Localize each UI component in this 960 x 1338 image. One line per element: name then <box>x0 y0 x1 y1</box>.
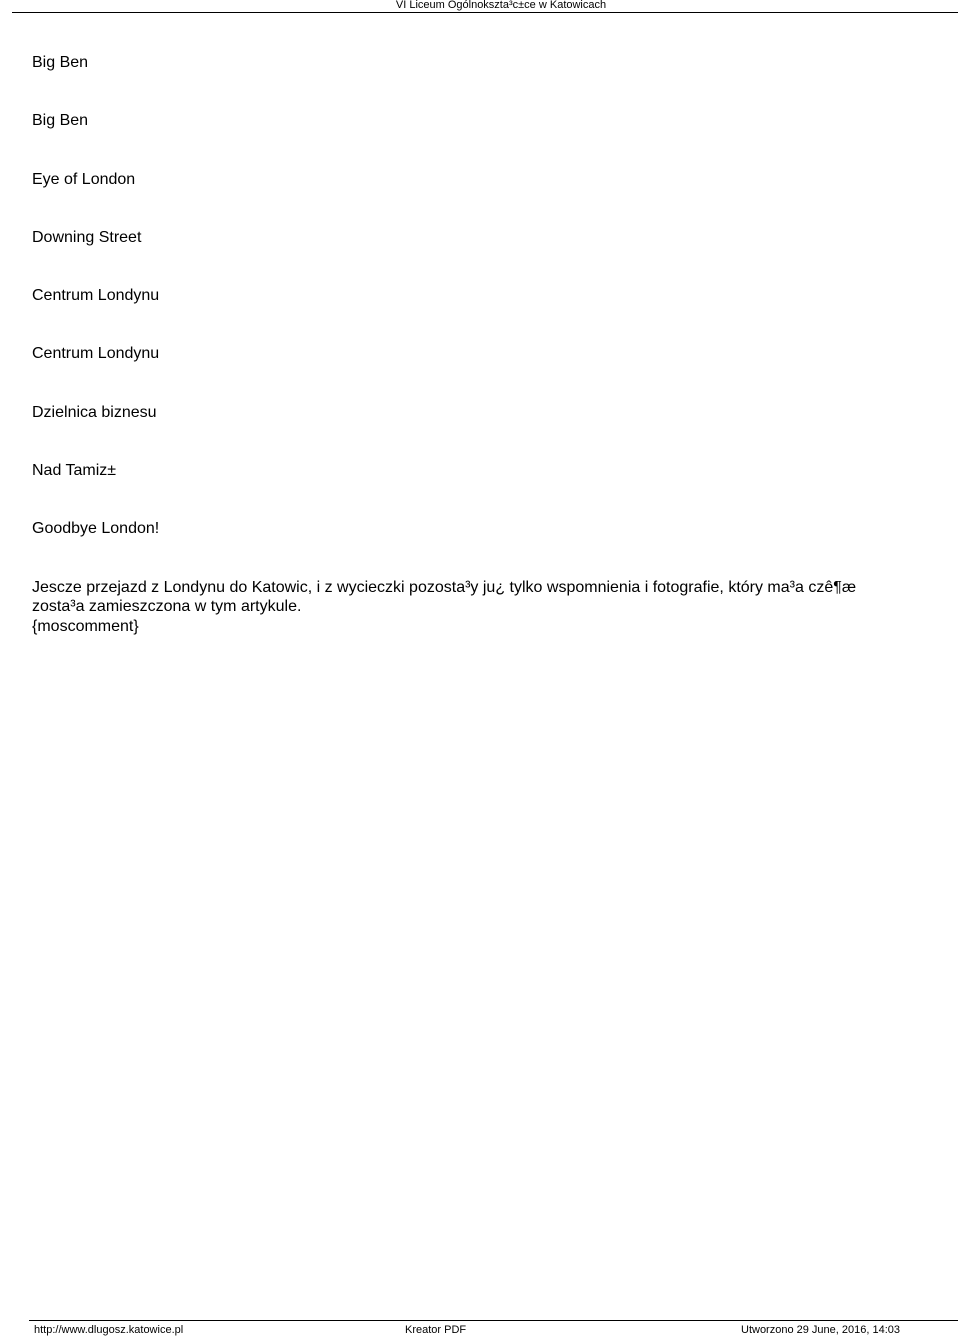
photo-caption: Centrum Londynu <box>32 345 160 363</box>
photo-caption: Dzielnica biznesu <box>32 403 157 421</box>
photo-caption: Nad Tamiz± <box>32 462 117 480</box>
page-header <box>0 0 960 14</box>
photo-caption: Big Ben <box>32 54 89 71</box>
article-body <box>32 53 932 636</box>
footer-divider <box>29 1320 958 1321</box>
photo-caption: Centrum Londynu <box>32 287 160 305</box>
footer-url: http://www.dlugosz.katowice.pl <box>34 1324 184 1336</box>
photo-caption: Downing Street <box>32 228 142 246</box>
photo-caption: Eye of London <box>32 170 136 188</box>
article-paragraph: Jescze przejazd z Londynu do Katowic, i z wycieczki pozosta³y ju¿ tylko wspomnienia i fotografie, który ma³a czê¶æ zosta³a zamieszczona w tym artykule. {moscomment} <box>32 578 857 635</box>
footer-created-date: Utworzono 29 June, 2016, 14:03 <box>741 1324 901 1336</box>
photo-caption: Big Ben <box>32 112 89 130</box>
page-footer <box>0 1320 960 1338</box>
header-title: VI Liceum Ogólnokszta³c±ce w Katowicach <box>395 0 607 11</box>
header-divider <box>12 12 958 13</box>
photo-caption: Goodbye London! <box>32 520 160 538</box>
footer-generator: Kreator PDF <box>405 1324 467 1336</box>
